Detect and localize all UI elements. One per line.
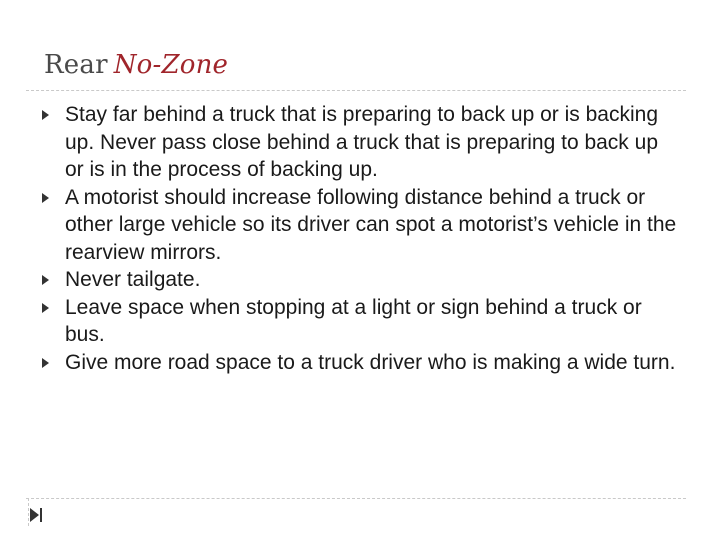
bullet-item [42,349,682,377]
triangle-right-icon [42,193,49,203]
footer-divider [26,498,686,499]
play-next-icon [30,508,39,522]
title-divider [26,90,686,91]
bullet-text: Stay far behind a truck that is preparing to back up or is backing up. Never pass close behind a truck that is preparing to back up or is in the process of backing up. [65,103,659,181]
triangle-right-icon [42,275,49,285]
slide-title-prefix: Rear [44,50,108,80]
play-next-bar-icon [40,508,42,522]
bullet-list [42,101,682,376]
bullet-text: Leave space when stopping at a light or sign behind a truck or bus. [65,295,642,346]
bullet-text: Never tailgate. [65,268,201,291]
slide-title-emphasis: No-Zone [113,50,229,80]
bullet-item [42,101,682,184]
bullet-item [42,266,682,294]
triangle-right-icon [42,110,49,120]
triangle-right-icon [42,358,49,368]
triangle-right-icon [42,303,49,313]
bullet-item [42,184,682,267]
bullet-text: Give more road space to a truck driver who is making a wide turn. [65,350,676,374]
bullet-item [42,294,682,349]
bullet-text: A motorist should increase following distance behind a truck or other large vehicle so its driver can spot a motorist’s vehicle in the rearview mirrors. [65,185,677,264]
slide-title [44,50,228,80]
